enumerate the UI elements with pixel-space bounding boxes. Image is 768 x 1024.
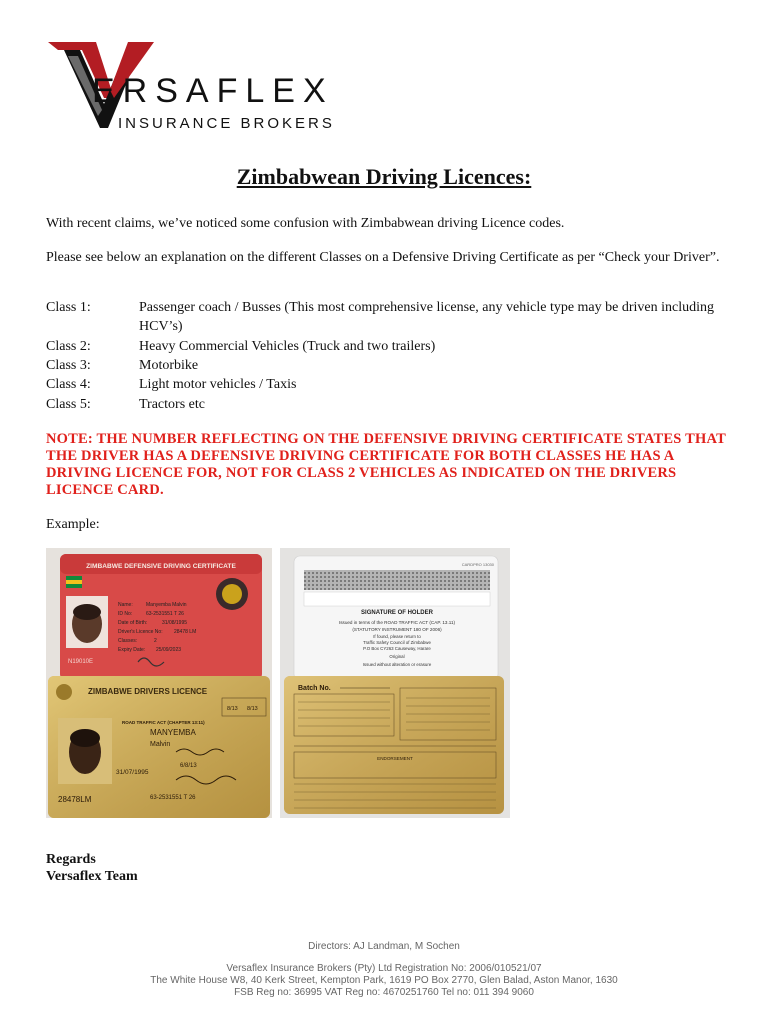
class-description: Passenger coach / Busses (This most comprehensive license, any vehicle type may be driven including HCV’s) [139, 300, 715, 334]
licence-front-photo [46, 548, 272, 818]
cert-name: Manyemba Malvin [146, 602, 187, 608]
address-text: P.O Box CY263 Causeway, Harare [363, 646, 431, 651]
licence-title: ZIMBABWE DRIVERS LICENCE [88, 687, 208, 696]
brand-wordmark: ERSAFLEX [92, 72, 334, 110]
class-description: Motorbike [139, 358, 199, 373]
alteration-text: Issued without alteration or erasure [362, 662, 432, 667]
licence-surname: MANYEMBA [150, 728, 196, 737]
endorsement-label: ENDORSEMENT [377, 756, 413, 761]
cert-licence: 28478 LM [174, 629, 197, 635]
certificate-title: ZIMBABWE DEFENSIVE DRIVING CERTIFICATE [86, 563, 236, 570]
class-label: Class 5: [46, 397, 91, 412]
class-description: Tractors etc [139, 397, 205, 412]
cert-id-label: ID No: [118, 611, 133, 617]
class-label: Class 1: [46, 300, 91, 315]
found-text: If found, please return to [373, 634, 421, 639]
cert-classes-label: Classes: [118, 638, 138, 644]
example-label: Example: [46, 517, 100, 532]
licence-number: 28478LM [58, 795, 92, 804]
licence-class-date: 8/13 [227, 706, 238, 712]
licence-issue-date: 6/8/13 [180, 763, 197, 769]
licence-back-photo [280, 548, 510, 818]
cert-dob: 31/08/1995 [162, 620, 188, 626]
class-label: Class 3: [46, 358, 91, 373]
cert-classes: 2 [154, 638, 157, 644]
council-text: Traffic Safety Council of Zimbabwe [363, 640, 431, 645]
statutory-text: (STATUTORY INSTRUMENT 180 OF 2006) [352, 627, 442, 632]
licence-act: ROAD TRAFFIC ACT (CHAPTER 13:11) [122, 720, 205, 725]
class-label: Class 4: [46, 377, 91, 392]
cert-number: N19010E [68, 659, 94, 665]
team-name: Versaflex Team [46, 869, 138, 884]
footer-company: Versaflex Insurance Brokers (Pty) Ltd Registration No: 2006/010521/07 [226, 963, 542, 974]
footer-registration: FSB Reg no: 36995 VAT Reg no: 4670251760 Tel no: 011 394 9060 [234, 987, 534, 998]
licence-id: 63-2531551 T 26 [150, 795, 196, 801]
licence-dob: 31/07/1995 [116, 769, 149, 776]
cert-id: 63-2531551 T 26 [146, 611, 184, 617]
cert-dob-label: Date of Birth: [118, 620, 148, 626]
signature-label: SIGNATURE OF HOLDER [361, 610, 433, 616]
class-description: Heavy Commercial Vehicles (Truck and two trailers) [139, 339, 436, 354]
sign-off [46, 851, 138, 885]
licence-firstname: Malvin [150, 741, 171, 748]
cert-licence-label: Driver's Licence No: [118, 629, 163, 635]
cert-name-label: Name: [118, 602, 133, 608]
warning-note: NOTE: THE NUMBER REFLECTING ON THE DEFENSIVE DRIVING CERTIFICATE STATES THAT THE DRIVER HAS A DEFENSIVE DRIVING CERTIFICATE FOR BOTH CLASSES HE HAS A DRIVING LICENCE FOR, NOT FOR CLASS 2 VEHICLES AS INDICATED ON THE DRIVERS LICENCE CARD. [46, 431, 726, 498]
brand-subtitle: INSURANCE BROKERS [118, 115, 335, 132]
cert-expiry: 25/09/2023 [156, 647, 182, 653]
class-description: Light motor vehicles / Taxis [139, 377, 297, 392]
issued-text: Issued in terms of the ROAD TRAFFIC ACT (CAP. 13.11) [338, 620, 456, 625]
card-code: CARDPRO 13030 [461, 562, 494, 567]
footer-directors: Directors: AJ Landman, M Sochen [308, 941, 460, 952]
original-text: Original [389, 654, 405, 659]
batch-label: Batch No. [298, 685, 331, 692]
page-title: Zimbabwean Driving Licences: [236, 164, 532, 189]
class-label: Class 2: [46, 339, 91, 354]
licence-class-date: 8/13 [247, 706, 258, 712]
explanation-paragraph: Please see below an explanation on the different Classes on a Defensive Driving Certificate as per “Check your Driver”. [46, 250, 720, 265]
footer-address: The White House W8, 40 Kerk Street, Kempton Park, 1619 PO Box 2770, Glen Balad, Aston Manor, 1630 [150, 975, 618, 986]
regards-text: Regards [46, 852, 96, 867]
cert-expiry-label: Expiry Date: [118, 647, 146, 653]
intro-paragraph: With recent claims, we’ve noticed some confusion with Zimbabwean driving Licence codes. [46, 216, 565, 231]
